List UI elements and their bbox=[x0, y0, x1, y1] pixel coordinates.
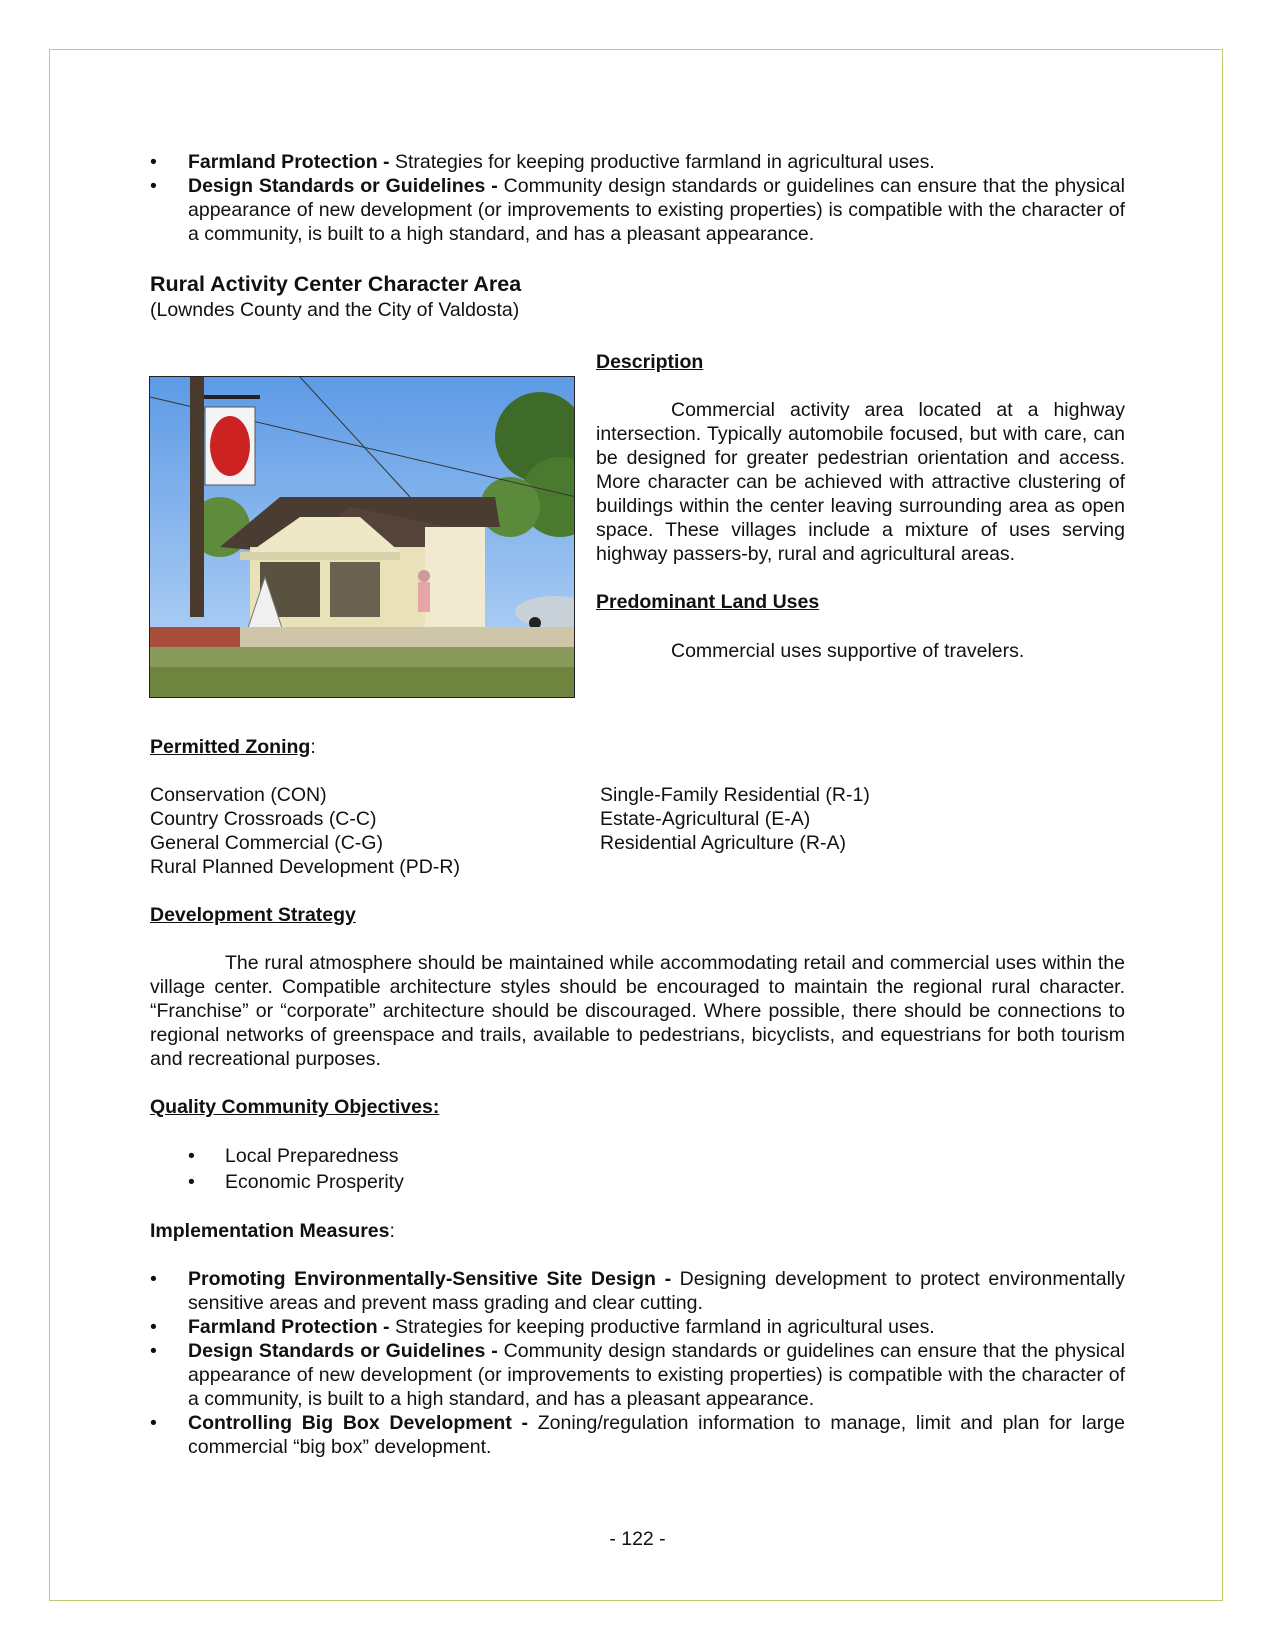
description-heading: Description bbox=[596, 351, 704, 373]
description-column bbox=[596, 350, 1125, 663]
list-item: Single-Family Residential (R-1) bbox=[600, 784, 870, 806]
page-number: - 122 - bbox=[609, 1528, 666, 1550]
section-header bbox=[150, 271, 1125, 322]
section-subtitle: (Lowndes County and the City of Valdosta) bbox=[150, 299, 520, 321]
strategy-text: The rural atmosphere should be maintained while accommodating retail and commercial uses within the village center. Compatible architecture styles should be encouraged to maintain the regional rural character. “Franchise” or “corporate” architecture should be discouraged. Where possible, there should be connections to regional networks of greenspace and trails, available to pedestrians, bicyclists, and equestrians for both tourism and recreational purposes. bbox=[150, 952, 1125, 1070]
objectives-section bbox=[150, 1095, 1125, 1195]
implementation-heading: Implementation Measures bbox=[150, 1220, 390, 1242]
implementation-colon: : bbox=[389, 1220, 395, 1242]
strategy-heading: Development Strategy bbox=[150, 904, 356, 926]
implementation-list bbox=[150, 1267, 1125, 1459]
description-text: Commercial activity area located at a highway intersection. Typically automobile focused, but with care, can be designed for greater pedestrian orientation and access. More character can be achieved with attractive clustering of buildings within the center leaving surrounding area as open space. These villages include a mixture of uses serving highway passers-by, rural and agricultural areas. bbox=[596, 399, 1125, 565]
list-item: • Local Preparedness bbox=[150, 1143, 1125, 1169]
list-item: • Design Standards or Guidelines - Community design standards or guidelines can ensure that the physical appearance of new development (or improvements to existing properties) is compatible with the character of a community, is built to a high standard, and has a pleasant appearance. bbox=[150, 1339, 1125, 1411]
list-item: • Farmland Protection - Strategies for keeping productive farmland in agricultural uses. bbox=[150, 1315, 1125, 1339]
zoning-list bbox=[150, 783, 1125, 879]
section-title: Rural Activity Center Character Area bbox=[150, 272, 522, 296]
zoning-heading: Permitted Zoning bbox=[150, 736, 311, 758]
list-item: • Promoting Environmentally-Sensitive Site Design - Designing development to protect environmentally sensitive areas and prevent mass grading and clear cutting. bbox=[150, 1267, 1125, 1315]
list-item: Rural Planned Development (PD-R) bbox=[150, 856, 460, 878]
implementation-heading-line bbox=[150, 1219, 1125, 1243]
list-item: • Controlling Big Box Development - Zoning/regulation information to manage, limit and plan for large commercial “big box” development. bbox=[150, 1411, 1125, 1459]
zoning-col-1 bbox=[150, 783, 600, 879]
implementation-section bbox=[150, 1219, 1125, 1459]
top-measures bbox=[150, 150, 1125, 246]
land-uses-heading: Predominant Land Uses bbox=[596, 591, 820, 613]
objectives-list bbox=[150, 1143, 1125, 1195]
list-item: Country Crossroads (C-C) bbox=[150, 808, 377, 830]
rural-store-photo bbox=[149, 376, 575, 698]
zoning-colon: : bbox=[310, 736, 316, 758]
list-item: Residential Agriculture (R-A) bbox=[600, 832, 847, 854]
list-item: • Farmland Protection - Strategies for keeping productive farmland in agricultural uses. bbox=[150, 150, 1125, 174]
list-item: General Commercial (C-G) bbox=[150, 832, 383, 854]
objectives-heading: Quality Community Objectives: bbox=[150, 1096, 440, 1118]
land-uses-text: Commercial uses supportive of travelers. bbox=[671, 640, 1025, 662]
list-item: Estate-Agricultural (E-A) bbox=[600, 808, 811, 830]
list-item: Conservation (CON) bbox=[150, 784, 327, 806]
zoning-section bbox=[150, 735, 1125, 879]
list-item: • Economic Prosperity bbox=[150, 1169, 1125, 1195]
zoning-heading-line bbox=[150, 735, 1125, 759]
zoning-col-2 bbox=[600, 783, 870, 879]
strategy-section bbox=[150, 903, 1125, 1071]
list-item: • Design Standards or Guidelines - Community design standards or guidelines can ensure that the physical appearance of new development (or improvements to existing properties) is compatible with the character of a community, is built to a high standard, and has a pleasant appearance. bbox=[150, 174, 1125, 246]
